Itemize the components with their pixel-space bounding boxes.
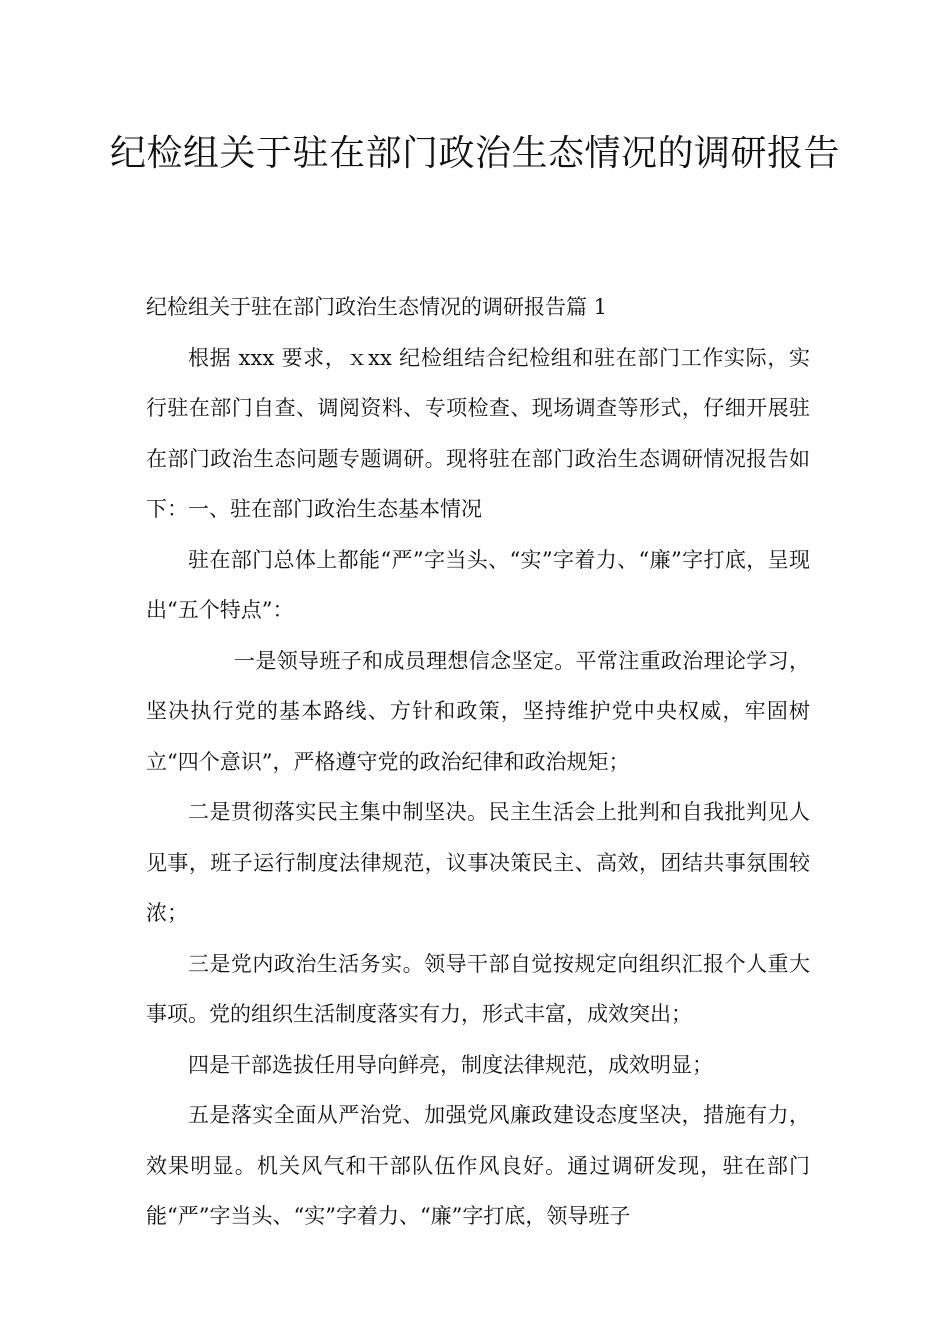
paragraph-intro: 根据 xxx 要求，ｘxx 纪检组结合纪检组和驻在部门工作实际，实行驻在部门自查、调阅资料、专项检查、现场调查等形式，仔细开展驻在部门政治生态问题专题调研。现将驻在部门政治生态调研情况报告如下：一、驻在部门政治生态基本情况 <box>146 345 810 521</box>
paragraph-point-1: 一是领导班子和成员理想信念坚定。平常注重政治理论学习，坚决执行党的基本路线、方针和政策，坚持维护党中央权威，牢固树立“四个意识”，严格遵守党的政治纪律和政治规矩； <box>146 648 810 774</box>
paragraph-point-3: 三是党内政治生活务实。领导干部自觉按规定向组织汇报个人重大事项。党的组织生活制度落实有力，形式丰富，成效突出； <box>146 951 810 1026</box>
paragraph-overview: 驻在部门总体上都能“严”字当头、“实”字着力、“廉”字打底，呈现出“五个特点”： <box>146 547 810 622</box>
document-subtitle: 纪检组关于驻在部门政治生态情况的调研报告篇 1 <box>146 295 608 319</box>
paragraph-point-2: 二是贯彻落实民主集中制坚决。民主生活会上批判和自我批判见人见事，班子运行制度法律规范，议事决策民主、高效，团结共事氛围较浓； <box>146 800 810 925</box>
document-body <box>146 282 810 1242</box>
document-title: 纪检组关于驻在部门政治生态情况的调研报告 <box>109 133 840 174</box>
paragraph-point-4: 四是干部选拔任用导向鲜亮，制度法律规范，成效明显； <box>188 1052 713 1077</box>
paragraph-point-5: 五是落实全面从严治党、加强党风廉政建设态度坚决，措施有力，效果明显。机关风气和干部队伍作风良好。通过调研发现，驻在部门能“严”字当头、“实”字着力、“廉”字打底，领导班子 <box>146 1103 810 1228</box>
